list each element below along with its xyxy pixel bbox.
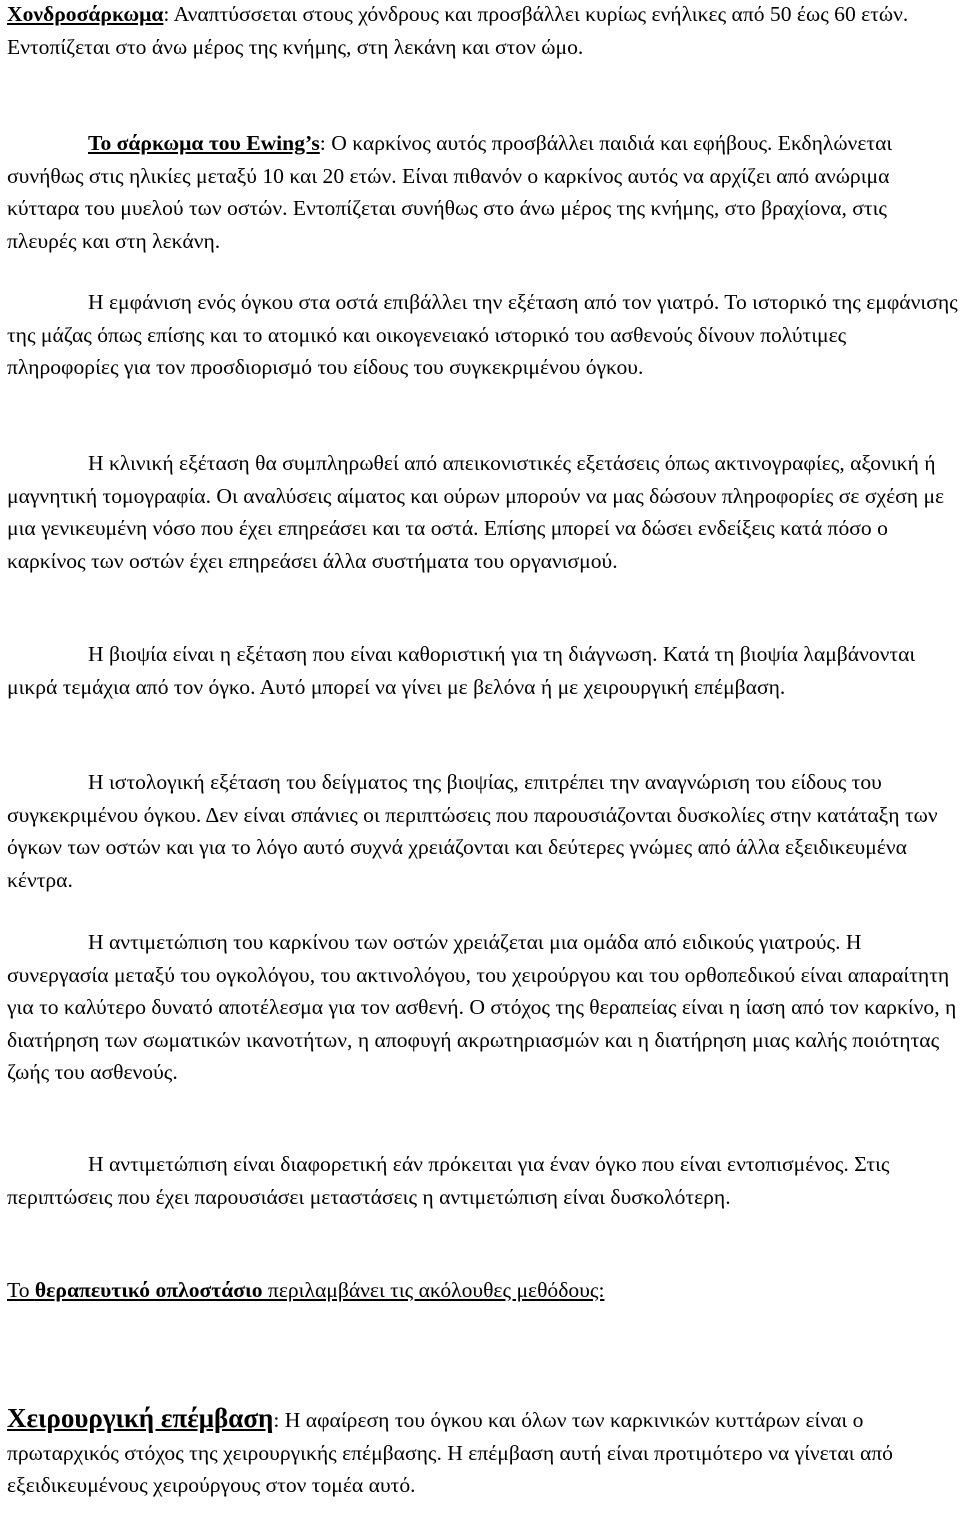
- text-surgery: : Η αφαίρεση του όγκου και όλων των καρκινικών κυττάρων είναι ο πρωταρχικός στόχος της χειρουργικής επέμβασης. Η επέμβαση αυτή είναι προτιμότερο να γίνεται από εξειδικευμένους χειρούργους στον τομέα αυτό.: [7, 1408, 893, 1497]
- paragraph-treatment-difference: Η αντιμετώπιση είναι διαφορετική εάν πρόκειται για έναν όγκο που είναι εντοπισμένος. Στις περιπτώσεις που έχει παρουσιάσει μεταστάσεις η αντιμετώπιση είναι δυσκολότερη.: [7, 1152, 890, 1209]
- paragraph-histology: Η ιστολογική εξέταση του δείγματος της βιοψίας, επιτρέπει την αναγνώριση του είδους του συγκεκριμένου όγκου. Δεν είναι σπάνιες οι περιπτώσεις που παρουσιάζονται δυσκολίες στην κατάταξη των όγκων των οστών και για το λόγο αυτό συχνά χρειάζονται και δεύτερες γνώμες από άλλα εξειδικευμένα κέντρα.: [7, 770, 938, 892]
- paragraph-surgery: [7, 1402, 960, 1502]
- paragraph-treatment-team: Η αντιμετώπιση του καρκίνου των οστών χρειάζεται μια ομάδα από ειδικούς γιατρούς. Η συνεργασία μεταξύ του ογκολόγου, του ακτινολόγου, του χειρούργου και του ορθοπεδικού είναι απαραίτητη για το καλύτερο δυνατό αποτέλεσμα για τον ασθενή. Ο στόχος της θεραπείας είναι η ίαση από τον καρκίνο, η διατήρηση των σωματικών ικανοτήτων, η αποφυγή ακρωτηριασμών και η διατήρηση μιας καλής ποιότητας ζωής του ασθενούς.: [7, 930, 957, 1084]
- paragraph-biopsy: Η βιοψία είναι η εξέταση που είναι καθοριστική για τη διάγνωση. Κατά τη βιοψία λαμβάνονται μικρά τεμάχια από τον όγκο. Αυτό μπορεί να γίνει με βελόνα ή με χειρουργική επέμβαση.: [7, 642, 916, 699]
- paragraph-exam: Η εμφάνιση ενός όγκου στα οστά επιβάλλει την εξέταση από τον γιατρό. Το ιστορικό της εμφάνισης της μάζας όπως επίσης και το ατομικό και οικογενειακό ιστορικό του ασθενούς δίνουν πολύτιμες πληροφορίες για τον προσδιορισμό του είδους του συγκεκριμένου όγκου.: [7, 290, 958, 379]
- paragraph-chondrosarcoma: [7, 0, 960, 63]
- paragraph-clinical: Η κλινική εξέταση θα συμπληρωθεί από απεικονιστικές εξετάσεις όπως ακτινογραφίες, αξονική ή μαγνητική τομογραφία. Οι αναλύσεις αίματος και ούρων μπορούν να μας δώσουν πληροφορίες σε σχέση με μια γενικευμένη νόσο που έχει επηρεάσει και τα οστά. Επίσης μπορεί να δώσει ενδείξεις κατά πόσο ο καρκίνος των οστών έχει επηρεάσει άλλα συστήματα του οργανισμού.: [7, 451, 945, 573]
- paragraph-ewing: [7, 127, 960, 257]
- text-ewing: : Ο καρκίνος αυτός προσβάλλει παιδιά και εφήβους. Εκδηλώνεται συνήθως στις ηλικίες μεταξύ 10 και 20 ετών. Είναι πιθανόν ο καρκίνος αυτός να αρχίζει από ανώριμα κύτταρα του μυελού των οστών. Εντοπίζεται συνήθως στο άνω μέρος της κνήμης, στο βραχίονα, στις πλευρές και στη λεκάνη.: [7, 131, 893, 253]
- arsenal-suffix: περιλαμβάνει τις ακόλουθες μεθόδους:: [262, 1278, 605, 1302]
- text-chondrosarcoma: : Αναπτύσσεται στους χόνδρους και προσβάλλει κυρίως ενήλικες από 50 έως 60 ετών. Εντοπίζεται στο άνω μέρος της κνήμης, στη λεκάνη και στον ώμο.: [7, 2, 909, 59]
- term-chondrosarcoma: Χονδροσάρκωμα: [7, 2, 164, 26]
- term-arsenal: θεραπευτικό οπλοστάσιο: [34, 1278, 263, 1302]
- arsenal-prefix: Το: [7, 1278, 35, 1302]
- term-ewing: Το σάρκωμα του Ewing’s: [88, 131, 320, 155]
- paragraph-arsenal: [7, 1274, 604, 1307]
- term-surgery: Χειρουργική επέμβαση: [7, 1403, 274, 1433]
